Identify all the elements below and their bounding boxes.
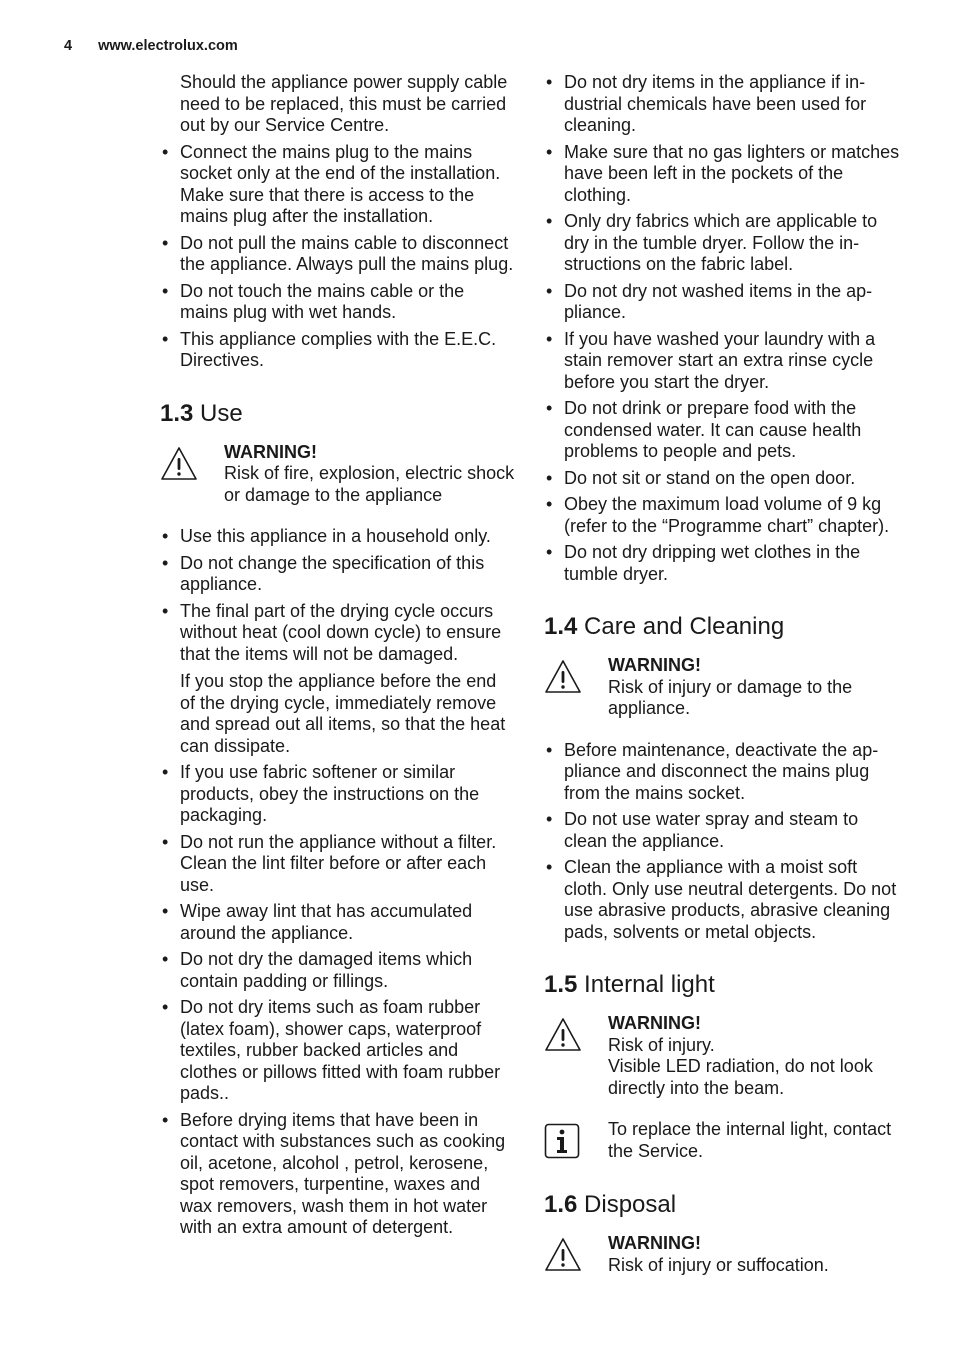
sub-paragraph: If you stop the appliance before the end of the drying cycle, immediately remove and spread out all items, so that the heat can dissipate.: [180, 671, 506, 756]
list-item: • Clean the appliance with a moist soft cloth. Only use neutral detergents. Do not use abrasive products, abrasive cleaning pads, solvents or metal objects.: [544, 857, 904, 943]
section-heading-disposal: [544, 1191, 904, 1219]
section-title: Internal light: [584, 971, 715, 998]
list-item: • The final part of the drying cycle occurs without heat (cool down cycle) to ensure that the items will not be damaged.: [160, 601, 516, 666]
list-item: • Do not pull the mains cable to disconnect the appliance. Always pull the mains plug.: [160, 233, 516, 276]
intro-paragraph: Should the appliance power supply cable need to be replaced, this must be carried out by our Service Centre.: [180, 72, 508, 135]
warning-title: WARNING!: [608, 1013, 701, 1033]
list-item: • This appliance complies with the E.E.C. Directives.: [160, 329, 516, 372]
list-item: • Obey the maximum load volume of 9 kg (refer to the “Programme chart” chapter).: [544, 494, 904, 537]
warning-triangle-icon: [544, 1237, 582, 1273]
list-item: • Do not change the specification of this appliance.: [160, 553, 516, 596]
warning-notice: [544, 655, 904, 720]
list-item: • Do not dry the damaged items which contain padding or fillings.: [160, 949, 516, 992]
section-heading-care: [544, 613, 904, 641]
right-column: [544, 72, 904, 1303]
list-item: • Before drying items that have been in contact with substances such as cooking oil, acetone, alcohol , petrol, kerosene, spot removers, turpentine, waxes and wax removers, wash them in hot water with an extra amount of detergent.: [160, 1110, 516, 1239]
section-title: Disposal: [584, 1191, 677, 1218]
list-item: • Make sure that no gas lighters or matches have been left in the pockets of the clothing.: [544, 142, 904, 207]
list-item: • Do not sit or stand on the open door.: [544, 468, 904, 490]
warning-title: WARNING!: [608, 1233, 701, 1253]
info-text: To replace the internal light, contact the Service.: [608, 1119, 892, 1161]
warning-text: Risk of injury or suffocation.: [608, 1254, 829, 1275]
list-item: • Do not dry not washed items in the appliance.: [544, 281, 904, 324]
bullet-list: [160, 142, 516, 372]
warning-title: WARNING!: [224, 441, 317, 462]
list-item: • Connect the mains plug to the mains socket only at the end of the installation. Make sure that there is access to the mains plug after the installation.: [160, 142, 516, 228]
section-number: 1.4: [544, 613, 578, 640]
section-title: Care and Cleaning: [584, 613, 785, 640]
list-item: • Do not use water spray and steam to clean the appliance.: [544, 809, 904, 852]
list-item: • Do not drink or prepare food with the condensed water. It can cause health problems to people and pets.: [544, 398, 904, 463]
warning-triangle-icon: [544, 1017, 582, 1053]
section-heading-use: [160, 400, 516, 428]
warning-triangle-icon: [160, 446, 198, 482]
list-item: • Do not run the appliance without a filter. Clean the lint filter before or after each use.: [160, 832, 516, 897]
list-item: • Do not touch the mains cable or the mains plug with wet hands.: [160, 281, 516, 324]
warning-text: Visible LED radiation, do not look directly into the beam.: [608, 1056, 873, 1098]
bullet-list: [544, 72, 904, 585]
section-number: 1.5: [544, 971, 578, 998]
info-icon: [544, 1123, 580, 1159]
warning-notice: [544, 1013, 904, 1099]
list-item: • Do not dry items in the appliance if industrial chemicals have been used for cleaning.: [544, 72, 904, 137]
page-header: [64, 38, 238, 54]
section-number: 1.6: [544, 1191, 578, 1218]
section-title: Use: [200, 399, 243, 427]
bullet-list: [160, 526, 516, 665]
bullet-list: [544, 740, 904, 944]
section-number: 1.3: [160, 399, 194, 427]
warning-triangle-icon: [544, 659, 582, 695]
list-item: • Do not dry items such as foam rubber (latex foam), shower caps, waterproof textiles, rubber backed articles and clothes or pillows fitted with foam rubber pads..: [160, 997, 516, 1105]
list-item: • If you use fabric softener or similar products, obey the instructions on the packaging.: [160, 762, 516, 827]
list-item: • Before maintenance, deactivate the appliance and disconnect the mains plug from the mains socket.: [544, 740, 904, 805]
list-item: • Only dry fabrics which are applicable to dry in the tumble dryer. Follow the instructions on the fabric label.: [544, 211, 904, 276]
page-number: 4: [64, 38, 73, 54]
list-item: • If you have washed your laundry with a stain remover start an extra rinse cycle before you start the dryer.: [544, 329, 904, 394]
list-item: • Do not dry dripping wet clothes in the tumble dryer.: [544, 542, 904, 585]
info-notice: [544, 1119, 904, 1169]
site-url: www.electrolux.com: [98, 38, 238, 54]
warning-text: Risk of injury.: [608, 1034, 715, 1055]
list-item: • Wipe away lint that has accumulated around the appliance.: [160, 901, 516, 944]
warning-notice: [544, 1233, 904, 1283]
warning-text: Risk of fire, explosion, electric shock or damage to the appliance: [224, 463, 515, 505]
warning-text: Risk of injury or damage to the appliance.: [608, 676, 853, 718]
bullet-list: [160, 762, 516, 1239]
left-column: [160, 72, 516, 1244]
section-heading-internal-light: [544, 971, 904, 999]
warning-title: WARNING!: [608, 655, 701, 675]
warning-notice: [160, 442, 516, 507]
list-item: • Use this appliance in a household only.: [160, 526, 516, 548]
